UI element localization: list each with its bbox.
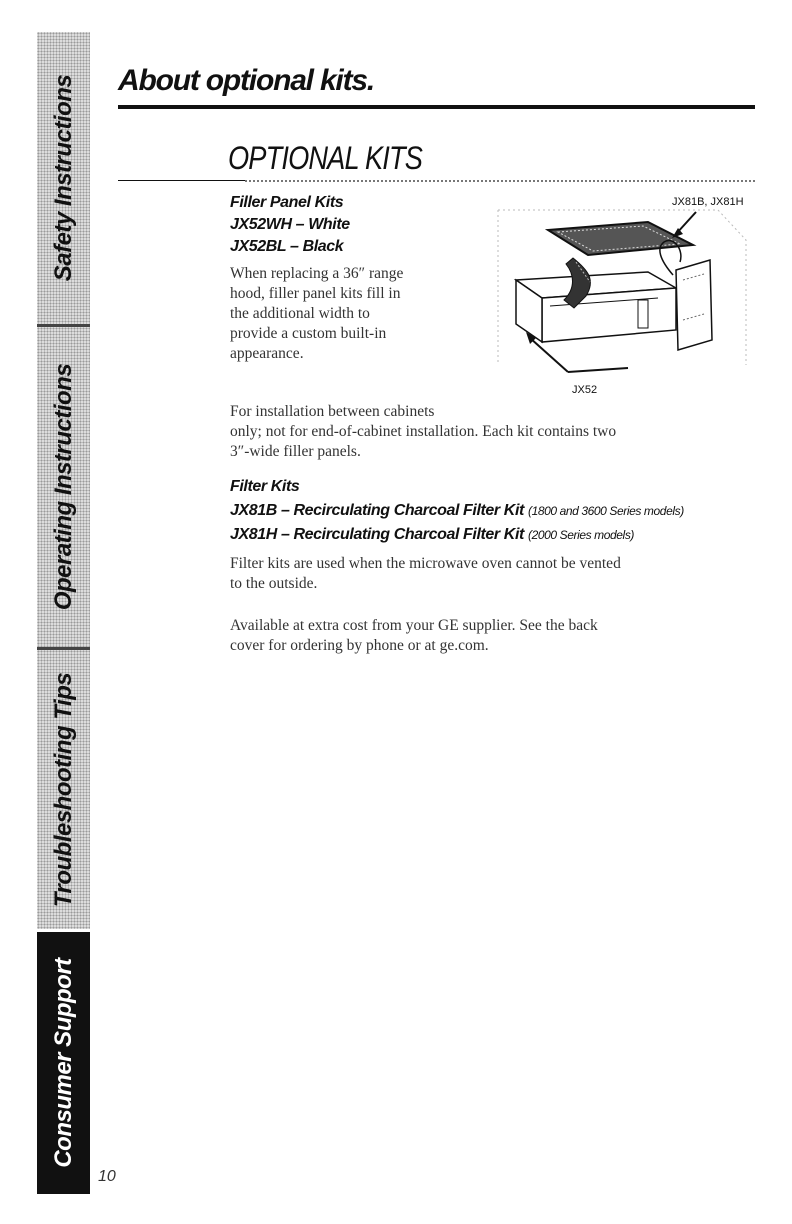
text-line: appearance. <box>230 345 304 362</box>
tab-label: Consumer Support <box>49 958 77 1168</box>
filler-description <box>230 264 480 364</box>
filter-kit-jx81b <box>230 502 684 520</box>
kit-name: JX81H – Recirculating Charcoal Filter Kit <box>230 526 524 543</box>
tab-safety-instructions[interactable] <box>37 32 90 324</box>
text-line: 3″-wide filler panels. <box>230 443 361 460</box>
figure-label-filler-panel: JX52 <box>572 384 598 396</box>
filter-description <box>230 554 755 594</box>
kit-series-note: (2000 Series models) <box>527 528 635 542</box>
text-line: For installation between cabinets <box>230 403 435 420</box>
figure-label-filters: JX81B, JX81H <box>672 196 744 208</box>
tab-consumer-support[interactable] <box>37 932 90 1194</box>
availability-text <box>230 616 755 656</box>
filter-kits-title: Filter Kits <box>230 478 300 495</box>
tab-operating-instructions[interactable] <box>37 327 90 647</box>
section-rule-dotted <box>245 180 755 182</box>
text-line: Available at extra cost from your GE supplier. See the back <box>230 617 598 634</box>
side-tab-strip <box>37 32 90 1194</box>
filter-kit-jx81h <box>230 526 634 544</box>
kit-series-note: (1800 and 3600 Series models) <box>527 504 684 518</box>
text-line: cover for ordering by phone or at ge.com. <box>230 637 489 654</box>
tab-troubleshooting-tips[interactable] <box>37 650 90 929</box>
page-number: 10 <box>98 1168 116 1185</box>
text-line: only; not for end-of-cabinet installation. Each kit contains two <box>230 423 617 440</box>
filler-model-white: JX52WH – White <box>230 216 350 233</box>
filler-model-black: JX52BL – Black <box>230 238 344 255</box>
text-line: provide a custom built-in <box>230 325 387 342</box>
filler-kits-title: Filler Panel Kits <box>230 194 344 211</box>
section-heading: OPTIONAL KITS <box>228 140 423 176</box>
tab-label: Safety Instructions <box>49 74 77 282</box>
kit-name: JX81B – Recirculating Charcoal Filter Kit <box>230 502 524 519</box>
text-line: to the outside. <box>230 575 318 592</box>
filler-note <box>230 402 750 462</box>
text-line: the additional width to <box>230 305 370 322</box>
text-line: When replacing a 36″ range <box>230 265 404 282</box>
tab-label: Troubleshooting Tips <box>49 672 77 907</box>
tab-label: Operating Instructions <box>49 363 77 611</box>
text-line: Filter kits are used when the microwave oven cannot be vented <box>230 555 621 572</box>
microwave-kits-illustration <box>478 200 754 385</box>
text-line: hood, filler panel kits fill in <box>230 285 401 302</box>
section-rule <box>118 180 245 181</box>
page-title: About optional kits. <box>118 64 374 97</box>
title-rule <box>118 105 755 109</box>
